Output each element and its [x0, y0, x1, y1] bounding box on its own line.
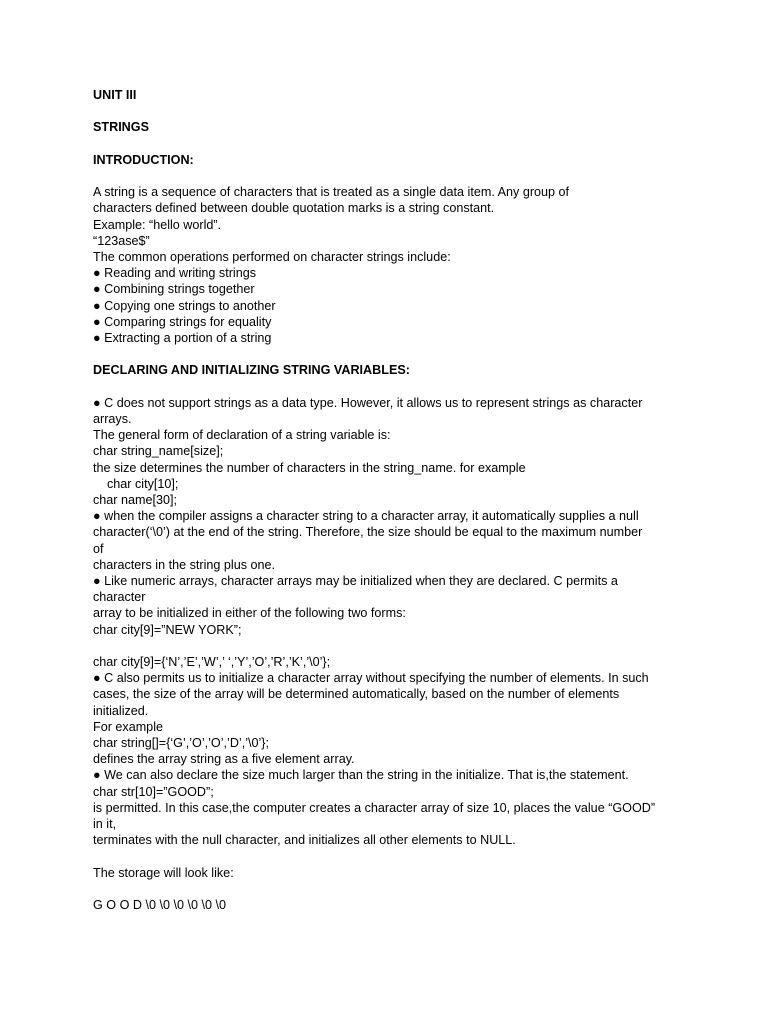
text-line: array to be initialized in either of the following two forms: — [93, 606, 406, 621]
text-line: “123ase$” — [93, 233, 150, 248]
topic-heading: STRINGS — [93, 120, 149, 135]
blank-line — [93, 638, 678, 654]
code-line: char city[9]=”NEW YORK”; — [93, 622, 242, 637]
text-line: character — [93, 590, 146, 605]
blank-line — [93, 881, 678, 897]
text-line: ● C does not support strings as a data type. However, it allows us to represent strings as character — [93, 395, 643, 410]
code-line: char city[10]; — [93, 476, 179, 491]
text-line: is permitted. In this case,the computer creates a character array of size 10, places the value “GOOD” — [93, 800, 656, 815]
text-line: arrays. — [93, 411, 132, 426]
text-line: The common operations performed on character strings include: — [93, 249, 451, 264]
blank-line — [93, 848, 678, 864]
text-line: ● C also permits us to initialize a character array without specifying the number of elements. In such — [93, 671, 649, 686]
bullet-item: ● Combining strings together — [93, 282, 255, 297]
text-line: The general form of declaration of a string variable is: — [93, 428, 391, 443]
storage-layout-line: G O O D \0 \0 \0 \0 \0 \0 — [93, 898, 226, 913]
spacer — [93, 168, 678, 184]
declaring-section — [93, 395, 678, 913]
text-line: initialized. — [93, 703, 149, 718]
text-line: Example: “hello world”. — [93, 217, 222, 232]
text-line: characters in the string plus one. — [93, 557, 276, 572]
text-line: ● Like numeric arrays, character arrays may be initialized when they are declared. C permits a — [93, 574, 618, 589]
bullet-item: ● Copying one strings to another — [93, 298, 276, 313]
code-line: char string_name[size]; — [93, 444, 224, 459]
text-line: ● when the compiler assigns a character string to a character array, it automatically supplies a null — [93, 509, 639, 524]
text-line: terminates with the null character, and initializes all other elements to NULL. — [93, 833, 516, 848]
text-line: The storage will look like: — [93, 865, 234, 880]
introduction-section — [93, 184, 678, 346]
text-line: For example — [93, 719, 163, 734]
text-line: characters defined between double quotation marks is a string constant. — [93, 201, 495, 216]
text-line: A string is a sequence of characters that is treated as a single data item. Any group of — [93, 185, 570, 200]
declaring-heading: DECLARING AND INITIALIZING STRING VARIABLES: — [93, 363, 410, 378]
spacer — [93, 379, 678, 395]
text-line: defines the array string as a five element array. — [93, 752, 355, 767]
text-line: of — [93, 541, 104, 556]
text-line: the size determines the number of characters in the string_name. for example — [93, 460, 526, 475]
text-line: character(‘\0’) at the end of the string. Therefore, the size should be equal to the maximum number — [93, 525, 643, 540]
document-page — [93, 87, 678, 913]
code-line: char string[]={‘G’,’O’,’O’,’D’,’\0’}; — [93, 736, 270, 751]
bullet-item: ● Reading and writing strings — [93, 266, 257, 281]
spacer — [93, 103, 678, 119]
code-line: char city[9]={‘N’,’E’,’W’,’ ‘,’Y’,’O’,’R’,’K’,’\0’}; — [93, 655, 331, 670]
bullet-item: ● Comparing strings for equality — [93, 314, 272, 329]
text-line: ● We can also declare the size much larger than the string in the initialize. That is,the statement. — [93, 768, 629, 783]
code-line: char str[10]=”GOOD”; — [93, 784, 214, 799]
introduction-heading: INTRODUCTION: — [93, 152, 194, 167]
bullet-item: ● Extracting a portion of a string — [93, 331, 272, 345]
code-line: char name[30]; — [93, 493, 178, 507]
text-line: cases, the size of the array will be determined automatically, based on the number of elements — [93, 687, 620, 702]
text-line: in it, — [93, 817, 117, 832]
spacer — [93, 346, 678, 362]
unit-heading: UNIT III — [93, 88, 137, 102]
spacer — [93, 136, 678, 152]
